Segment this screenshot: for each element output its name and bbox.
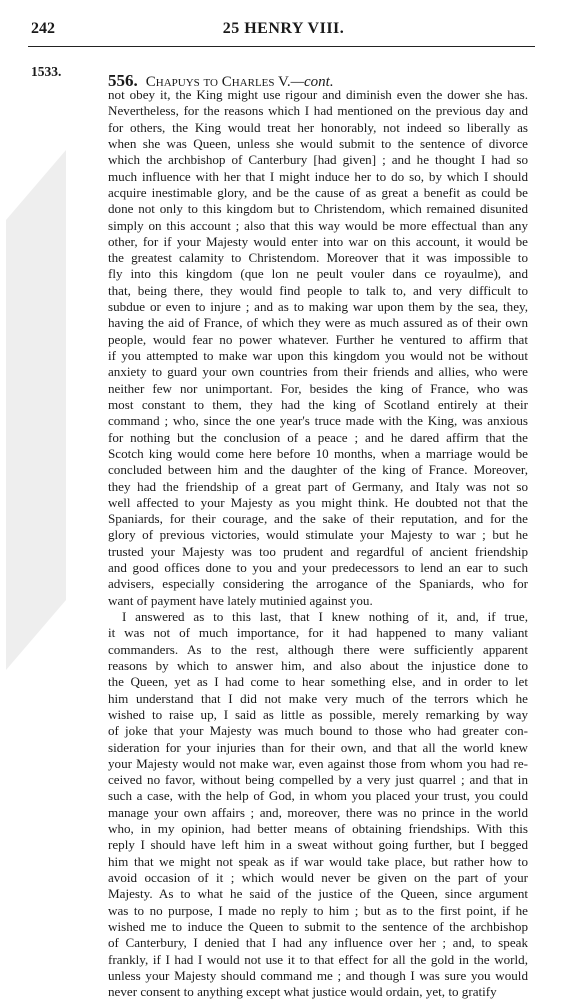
text-line: frankly, if I had I would not use it to that effect for all the gold in the world, [108,951,528,967]
text-line: ceived no favor, without being compelled by a very just quarrel ; and that in [108,772,528,788]
library-watermark [0,150,86,670]
text-line: unless your Majesty should command me ; and though I was sure you would [108,967,528,983]
text-line: fly into this kingdom (que lon ne peult vouler dans ce royaulme), and [108,266,528,282]
text-line: sideration for your injuries than for their own, and that all the world knew [108,739,528,755]
text-line: much influence with her that I might induce her to do so, by which I should [108,168,528,184]
text-line: subdue or even to injure ; and as to making war upon them by the sea, they, [108,299,528,315]
text-line: of Canterbury, I denied that I had any influence over her ; and, to speak [108,935,528,951]
text-line: reply I should have left him in a sweat without going further, but I begged [108,837,528,853]
text-line: glory of previous victories, would stimulate your Majesty to war ; but he [108,527,528,543]
text-line: Majesty. As to what he said of the justice of the Queen, since argument [108,886,528,902]
text-line: most constant to them, they had the king of Scotland entirely at their [108,396,528,412]
text-line: neither few nor unimportant. For, besides the king of France, who was [108,380,528,396]
text-line: never consent to anything except what justice would ordain, yet, to gratify [108,984,497,1000]
text-line: such a case, with the help of God, in whom you placed your trust, you could [108,788,528,804]
text-line: the greatest calamity to Christendom. Moreover that it was impossible to [108,250,528,266]
entry-number: 556. [108,71,138,90]
text-line: manage your own affairs ; and, moreover, there was no prince in the world [108,804,528,820]
text-line: if you attempted to make war upon this kingdom you would not be without [108,348,528,363]
entry-continued: —cont. [290,74,334,90]
text-line: commanders. As to the rest, although there were sufficiently apparent [108,641,528,657]
text-line: Scotch king would come here before 10 months, when a marriage would be [108,445,528,461]
text-line: Nevertheless, for the reasons which I had mentioned on the previous day and [108,103,528,119]
text-line: him that we might not speak as if war would take place, but rather how to [108,853,528,869]
text-line: the Queen, yet as I had come to hear something else, and in order to let [108,674,528,690]
paragraph [108,609,528,1001]
text-line: of joke that your Majesty was much bound to those who had greater con- [108,723,528,739]
text-line: when she was Queen, unless she would submit to the sentence of divorce [108,135,528,151]
paragraph [108,87,528,609]
text-line: him understand that I did not make very much of the terrors which he [108,690,528,706]
header-rule [28,46,535,47]
text-line: avoid occasion of it ; which would never be given on the part of your [108,870,528,885]
text-line: it was not of much importance, for it had happened to many valiant [108,625,528,641]
text-line: for nothing but the conclusion of a peace ; and he dared affirm that the [108,429,528,445]
text-line: they had the friendship of a great part of Germany, and Italy was not so [108,478,528,494]
text-line: other, for if your Majesty would enter into war on this account, it would be [108,233,528,249]
text-line: simply on this account ; also that this way would be more effectual than any [108,217,528,233]
text-line: wished to raise up, I said as little as possible, merely remarking by way [108,706,528,722]
text-line: I answered as to this last, that I knew nothing of it, and, if true, [122,609,528,624]
text-line: that, being there, they would find people to talk to, and very difficult to [108,282,528,298]
text-line: Spaniards, for their courage, and the sake of their reputation, and for the [108,511,528,527]
text-line: wished me to induce the Queen to submit to the sentence of the archbishop [108,918,528,934]
text-line: advisers, especially considering the arrogance of the Spaniards, who for [108,576,528,592]
text-line: reasons by which to answer him, and also about the injustice done to [108,657,528,673]
text-line: not obey it, the King might use rigour and diminish even the dower she has. [108,87,528,102]
text-line: your Majesty would not make war, even against those from whom you had re- [108,755,528,771]
text-line: done not only to this kingdom but to Christendom, which remained disunited [108,201,528,217]
text-line: command ; who, since the one year's truce made with the King, was anxious [108,413,528,429]
text-line: for others, the King would treat her honorably, not indeed so liberally as [108,119,528,135]
body-text [108,87,528,1001]
text-line: trusted your Majesty was too prudent and regardful of ancient friendship [108,543,528,559]
text-line: want of payment have lately mutinied against you. [108,592,373,608]
text-line: well affected to your Majesty as you might think. He doubted not that the [108,494,528,510]
text-line: who, in my opinion, had better means of obtaining friendships. With this [108,821,528,837]
text-line: and good offices done to you and your predecessors to lend an ear to such [108,560,528,576]
margin-year: 1533. [31,64,62,79]
text-line: having the aid of France, of which they were as much assured as of their own [108,315,528,331]
page-number: 242 [31,20,55,37]
text-line: was to no purpose, I made no reply to him ; but as to the first point, if he [108,902,528,918]
entry-title: Chapuys to Charles V. [145,74,291,90]
text-line: people, would fear no power whatever. Further he ventured to affirm that [108,331,528,347]
text-line: which the archbishop of Canterbury [had given] ; and he thought I had so [108,152,528,168]
text-line: concluded between him and the daughter of the king of France. Moreover, [108,462,528,478]
running-title: 25 HENRY VIII. [222,20,345,37]
text-line: anxiety to guard your own countries from their friends and allies, who were [108,364,528,380]
text-line: acquire inestimable glory, and be the cause of as great a benefit as could be [108,184,528,200]
